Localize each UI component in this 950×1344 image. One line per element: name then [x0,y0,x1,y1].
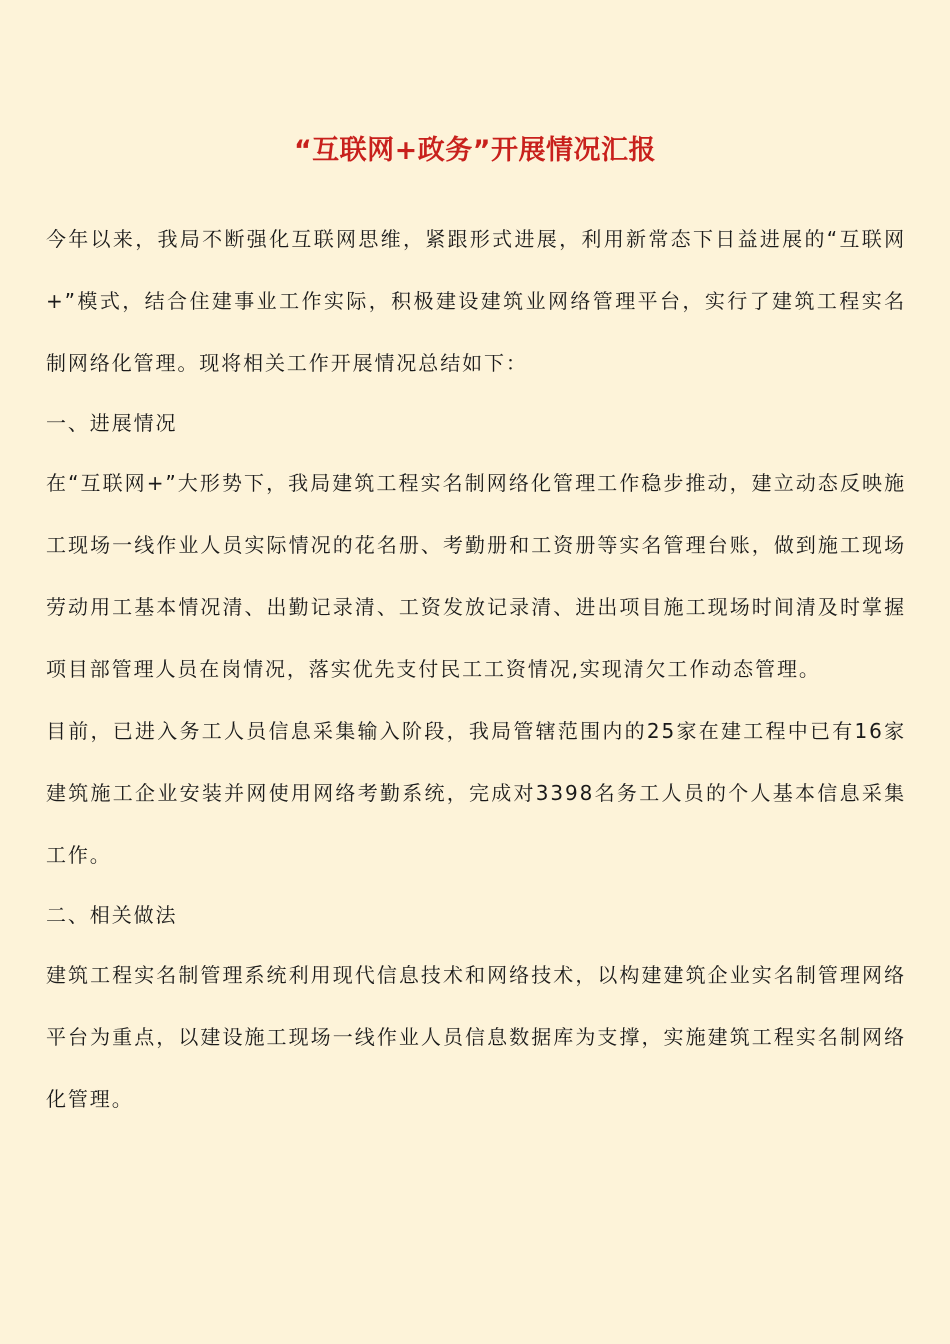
document-title: “互联网+政务”开展情况汇报 [293,135,657,166]
document-body [46,208,906,1130]
section2-paragraph-1: 建筑工程实名制管理系统利用现代信息技术和网络技术，以构建建筑企业实名制管理网络平台为重点，以建设施工现场一线作业人员信息数据库为支撑，实施建筑工程实名制网络化管理。 [46,963,906,1111]
section1-paragraph-1: 在“互联网+”大形势下，我局建筑工程实名制网络化管理工作稳步推动，建立动态反映施工现场一线作业人员实际情况的花名册、考勤册和工资册等实名管理台账，做到施工现场劳动用工基本情况清、出勤记录清、工资发放记录清、进出项目施工现场时间清及时掌握项目部管理人员在岗情况，落实优先支付民工工资情况,实现清欠工作动态管理。 [46,471,906,681]
section2-heading: 二、相关做法 [46,903,178,927]
section1-heading: 一、进展情况 [46,411,178,435]
section1-paragraph-2: 目前，已进入务工人员信息采集输入阶段，我局管辖范围内的25家在建工程中已有16家建筑施工企业安装并网使用网络考勤系统，完成对3398名务工人员的个人基本信息采集工作。 [46,719,906,867]
intro-paragraph: 今年以来，我局不断强化互联网思维，紧跟形式进展，利用新常态下日益进展的“互联网+”模式，结合住建事业工作实际，积极建设建筑业网络管理平台，实行了建筑工程实名制网络化管理。现将相关工作开展情况总结如下： [46,227,906,375]
